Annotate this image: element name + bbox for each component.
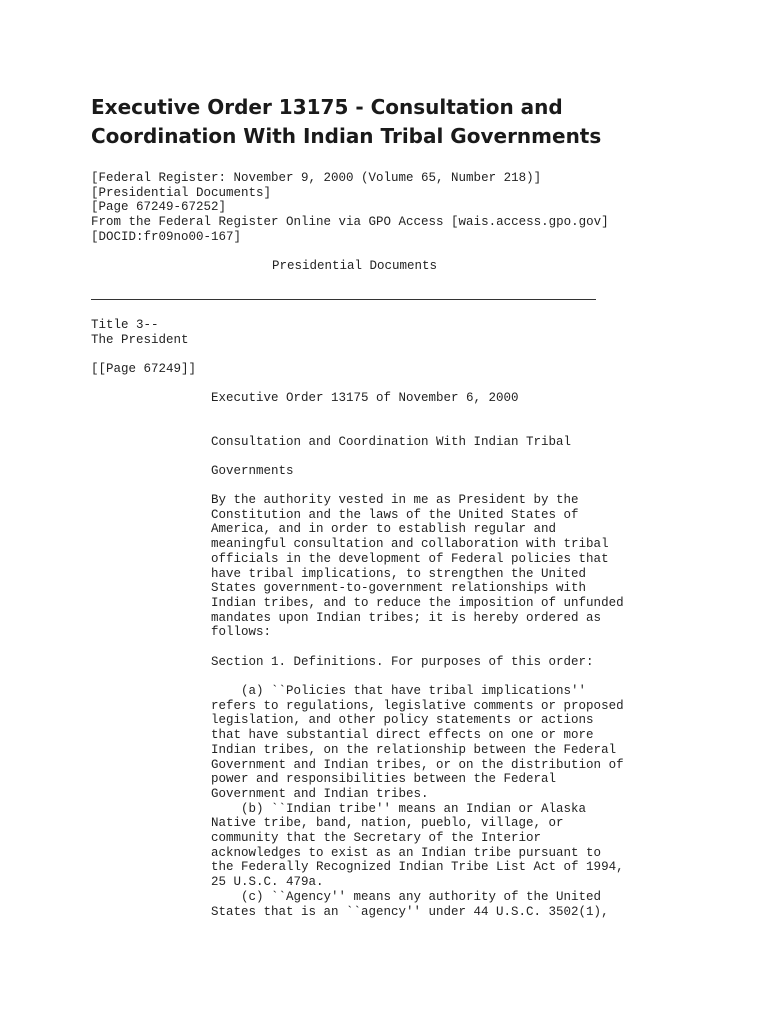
- preamble-line: officials in the development of Federal policies that: [211, 551, 609, 566]
- federal-register-header: [91, 171, 609, 245]
- order-line: Executive Order 13175 of November 6, 2000: [211, 391, 519, 405]
- section-heading: Presidential Documents: [272, 259, 438, 273]
- subject-line: Consultation and Coordination With Indian Tribal: [211, 435, 572, 449]
- definition-line: Native tribe, band, nation, pueblo, village, or: [211, 816, 564, 831]
- header-line: [Federal Register: November 9, 2000 (Volume 65, Number 218)]: [91, 171, 542, 185]
- definition-line: (b) ``Indian tribe'' means an Indian or Alaska: [211, 801, 587, 816]
- title-block: [91, 318, 189, 347]
- definition-line: power and responsibilities between the Federal: [211, 772, 557, 787]
- definition-line: the Federally Recognized Indian Tribe List Act of 1994,: [211, 860, 624, 875]
- section-1-heading: Section 1. Definitions. For purposes of this order:: [211, 655, 594, 669]
- header-line: From the Federal Register Online via GPO Access [wais.access.gpo.gov]: [91, 215, 609, 230]
- definition-line: (c) ``Agency'' means any authority of the United: [211, 889, 602, 904]
- definition-line: Government and Indian tribes.: [211, 786, 429, 801]
- definition-line: acknowledges to exist as an Indian tribe pursuant to: [211, 845, 602, 860]
- preamble-line: Indian tribes, and to reduce the imposition of unfunded: [211, 595, 624, 610]
- definition-line: legislation, and other policy statements or actions: [211, 713, 594, 728]
- preamble-line: follows:: [211, 625, 272, 640]
- title-line: Title 3--: [91, 318, 159, 332]
- header-line: [Page 67249-67252]: [91, 200, 227, 215]
- preamble-line: America, and in order to establish regular and: [211, 522, 557, 537]
- preamble-line: States government-to-government relationships with: [211, 581, 587, 596]
- subject-line-continued: Governments: [211, 464, 294, 478]
- president-line: The President: [91, 332, 189, 347]
- page-marker: [[Page 67249]]: [91, 362, 197, 376]
- definition-line: States that is an ``agency'' under 44 U.S.C. 3502(1),: [211, 904, 609, 919]
- definition-line: (a) ``Policies that have tribal implications'': [211, 684, 587, 698]
- header-line: [DOCID:fr09no00-167]: [91, 229, 242, 244]
- preamble-line: meaningful consultation and collaboration with tribal: [211, 537, 609, 552]
- definition-line: 25 U.S.C. 479a.: [211, 875, 324, 890]
- definition-line: Indian tribes, on the relationship between the Federal: [211, 742, 617, 757]
- horizontal-divider: [91, 299, 596, 300]
- preamble-line: have tribal implications, to strengthen the United: [211, 566, 587, 581]
- section-1-definitions: [211, 684, 624, 919]
- definition-line: refers to regulations, legislative comments or proposed: [211, 698, 624, 713]
- header-line: [Presidential Documents]: [91, 185, 272, 200]
- definition-line: community that the Secretary of the Interior: [211, 831, 542, 846]
- definition-line: Government and Indian tribes, or on the distribution of: [211, 757, 624, 772]
- document-title: Executive Order 13175 - Consultation and Coordination With Indian Tribal Governments: [91, 95, 602, 148]
- preamble-line: mandates upon Indian tribes; it is hereby ordered as: [211, 610, 602, 625]
- preamble-line: By the authority vested in me as President by the: [211, 493, 579, 507]
- definition-line: that have substantial direct effects on one or more: [211, 728, 594, 743]
- preamble-paragraph: [211, 493, 624, 640]
- preamble-line: Constitution and the laws of the United States of: [211, 507, 579, 522]
